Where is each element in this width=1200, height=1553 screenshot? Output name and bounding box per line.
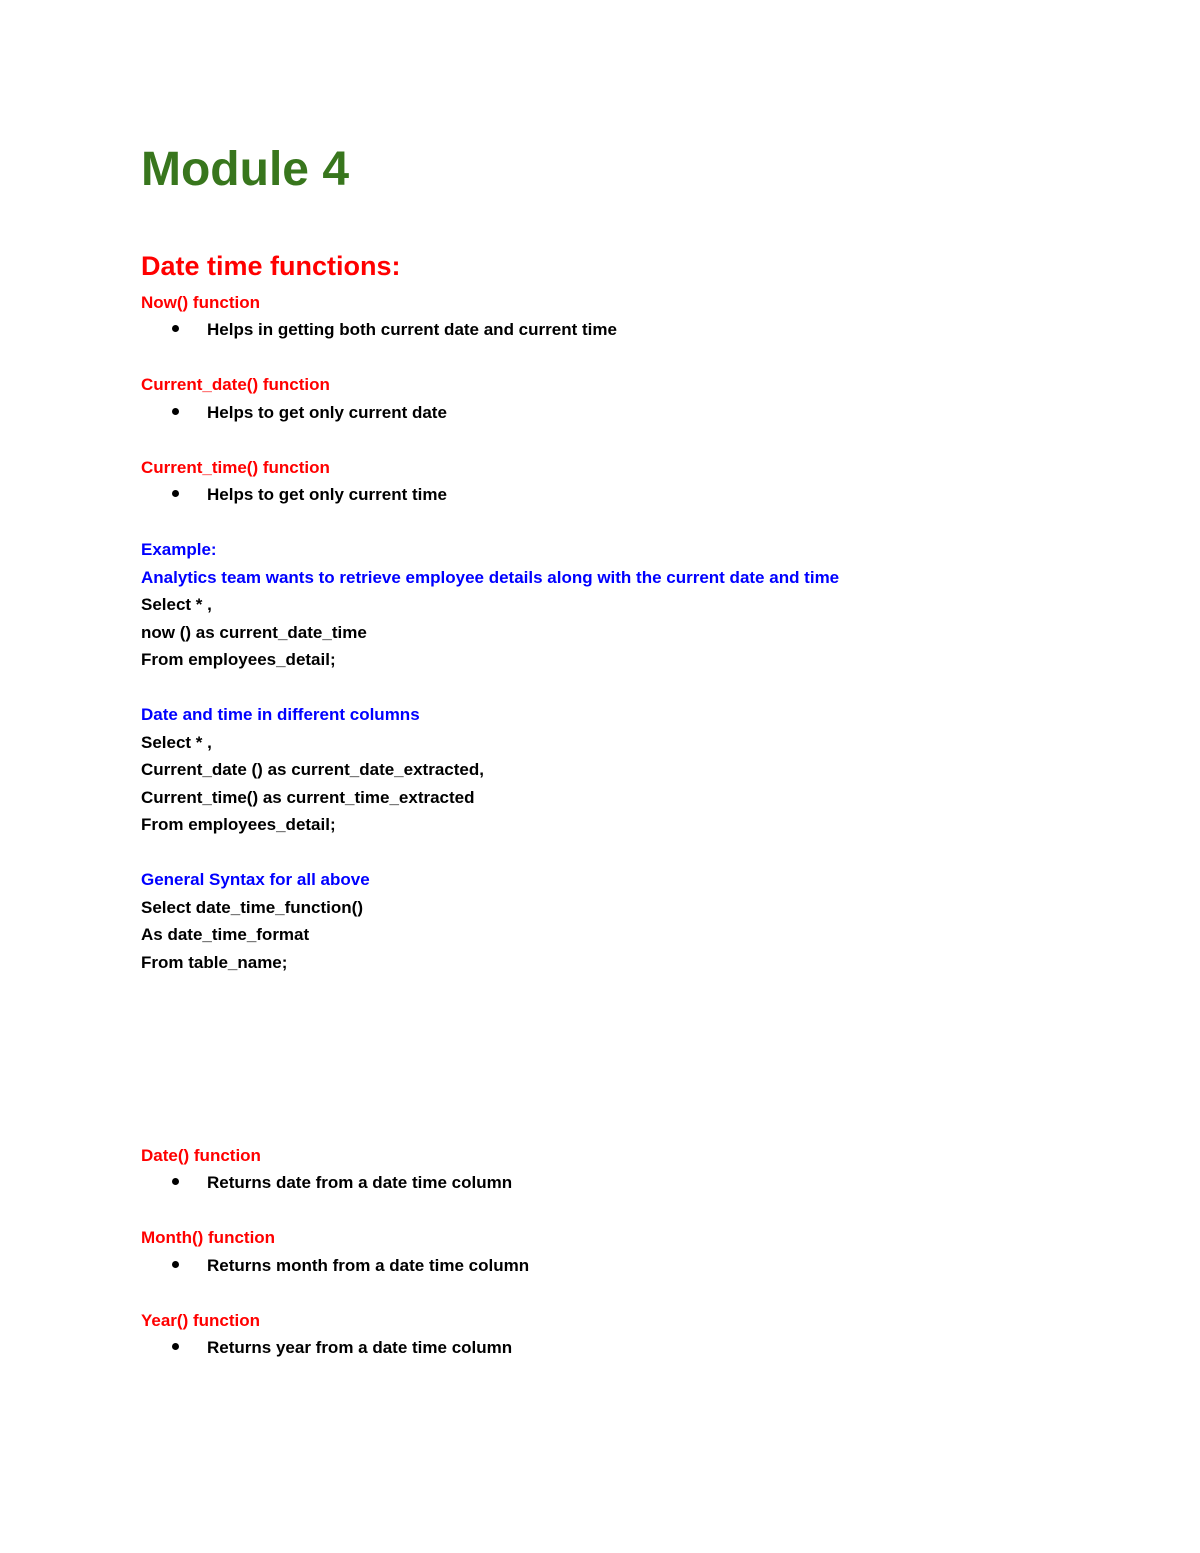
bullet-dot-icon — [172, 1261, 179, 1268]
bullet-text: Helps to get only current date — [207, 403, 447, 422]
bullet-text: Helps in getting both current date and current time — [207, 320, 617, 339]
code-line: Current_date () as current_date_extracted, — [141, 760, 484, 779]
general-syntax-heading: General Syntax for all above — [141, 870, 370, 889]
bullet-dot-icon — [172, 490, 179, 497]
code-line: Select date_time_function() — [141, 898, 363, 917]
code-line: now () as current_date_time — [141, 623, 367, 642]
code-line: Select * , — [141, 595, 212, 614]
function-name-date: Date() function — [141, 1146, 261, 1165]
code-line: From employees_detail; — [141, 815, 336, 834]
function-name-month: Month() function — [141, 1228, 276, 1247]
function-name-now: Now() function — [141, 293, 260, 312]
bullet-text: Helps to get only current time — [207, 485, 447, 504]
bullet-text: Returns date from a date time column — [207, 1173, 513, 1192]
code-line: Select * , — [141, 733, 212, 752]
bullet-dot-icon — [172, 408, 179, 415]
function-name-current-time: Current_time() function — [141, 458, 330, 477]
function-name-year: Year() function — [141, 1311, 261, 1330]
bullet-item — [172, 1337, 512, 1359]
example-description: Analytics team wants to retrieve employee details along with the current date and time — [141, 568, 840, 587]
code-line: As date_time_format — [141, 925, 310, 944]
bullet-item — [172, 1255, 529, 1277]
function-name-current-date: Current_date() function — [141, 375, 330, 394]
example-heading: Example: — [141, 540, 217, 559]
bullet-item — [172, 484, 447, 506]
bullet-dot-icon — [172, 325, 179, 332]
bullet-item — [172, 319, 617, 341]
bullet-item — [172, 1172, 512, 1194]
page-title: Module 4 — [141, 143, 350, 196]
code-line: From employees_detail; — [141, 650, 336, 669]
bullet-dot-icon — [172, 1178, 179, 1185]
bullet-item — [172, 402, 447, 424]
bullet-dot-icon — [172, 1343, 179, 1350]
section-heading: Date time functions: — [141, 251, 401, 281]
bullet-text: Returns month from a date time column — [207, 1256, 530, 1275]
separate-columns-heading: Date and time in different columns — [141, 705, 420, 724]
code-line: From table_name; — [141, 953, 288, 972]
bullet-text: Returns year from a date time column — [207, 1338, 513, 1357]
code-line: Current_time() as current_time_extracted — [141, 788, 475, 807]
